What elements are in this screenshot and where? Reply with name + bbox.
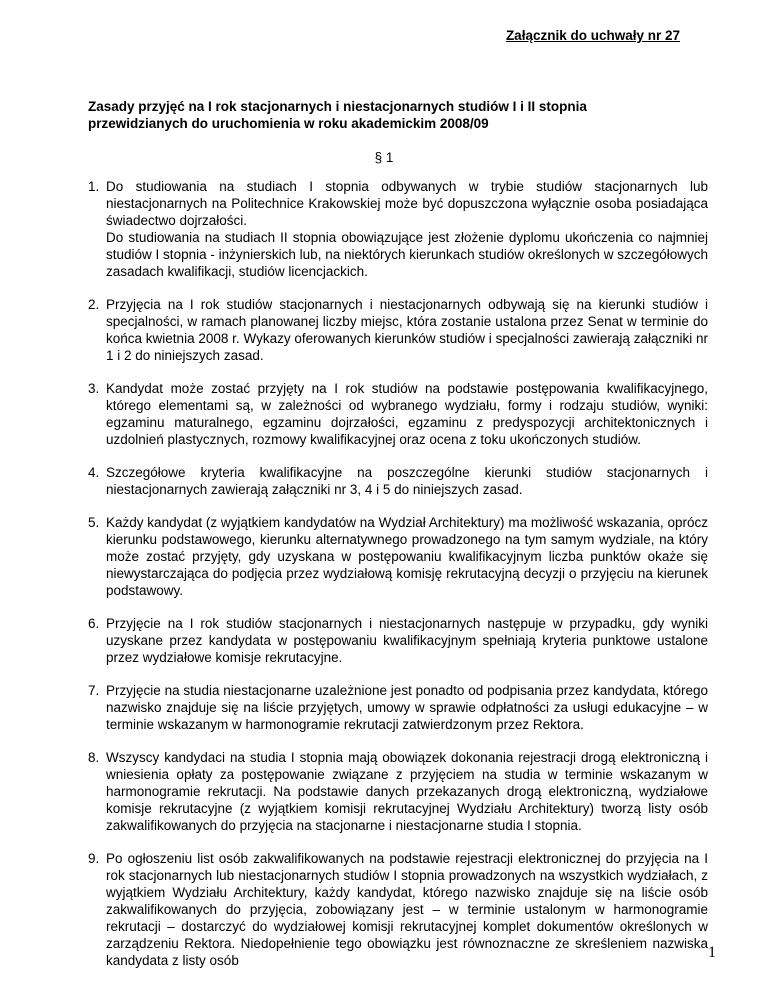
item-paragraph: Wszyscy kandydaci na studia I stopnia mają obowiązek dokonania rejestracji drogą elektroniczną i wniesienia opłaty za postępowanie związane z przyjęciem na studia w terminie wskazanym w harmonogramie rekrutacji. Na podstawie danych przekazanych drogą elektroniczną, wydziałowe komisje rekrutacyjne (z wyjątkiem komisji rekrutacyjnej Wydziału Architektury) tworzą listy osób zakwalifikowanych do przyjęcia na stacjonarne i niestacjonarne studia I stopnia.: [106, 750, 708, 833]
item-number: 5.: [88, 515, 100, 530]
item-number: 9.: [88, 851, 100, 866]
item-number: 1.: [88, 179, 100, 194]
item-number: 7.: [88, 683, 100, 698]
item-paragraph: Do studiowania na studiach I stopnia odbywanych w trybie studiów stacjonarnych lub niestacjonarnych na Politechnice Krakowskiej może być dopuszczona wyłącznie osoba posiadająca świadectwo dojrzałości.: [106, 179, 708, 228]
list-item: [88, 464, 708, 498]
list-item: [88, 682, 708, 733]
list-item: [88, 178, 708, 280]
item-number: 3.: [88, 381, 100, 396]
item-number: 2.: [88, 297, 100, 312]
document-heading: Zasady przyjęć na I rok stacjonarnych i niestacjonarnych studiów I i II stopnia przewidzianych do uruchomienia w roku akademickim 2008/09: [88, 99, 587, 131]
list-item: [88, 380, 708, 448]
list-item: [88, 514, 708, 599]
item-number: 8.: [88, 750, 100, 765]
item-paragraph: Przyjęcia na I rok studiów stacjonarnych i niestacjonarnych odbywają się na kierunki studiów i specjalności, w ramach planowanej liczby miejsc, która zostanie ustalona przez Senat w terminie do końca kwietnia 2008 r. Wykazy oferowanych kierunków studiów i specjalności zawierają załączniki nr 1 i 2 do niniejszych zasad.: [106, 297, 708, 363]
page-number: 1: [708, 944, 716, 961]
rules-list: [88, 178, 708, 985]
section-mark: § 1: [374, 150, 394, 165]
item-paragraph: Kandydat może zostać przyjęty na I rok studiów na podstawie postępowania kwalifikacyjnego, którego elementami są, w zależności od wybranego wydziału, formy i rodzaju studiów, wyniki: egzaminu maturalnego, egzaminu dojrzałości, egzaminu z predyspozycji architektonicznych i uzdolnień plastycznych, rozmowy kwalifikacyjnej oraz ocena z toku ukończonych studiów.: [106, 381, 708, 447]
item-paragraph: Przyjęcie na I rok studiów stacjonarnych i niestacjonarnych następuje w przypadku, gdy wyniki uzyskane przez kandydata w postępowaniu kwalifikacyjnym spełniają kryteria punktowe ustalone przez wydziałowe komisje rekrutacyjne.: [106, 616, 708, 665]
item-paragraph: Do studiowania na studiach II stopnia obowiązujące jest złożenie dyplomu ukończenia co najmniej studiów I stopnia - inżynierskich lub, na niektórych kierunkach studiów określonych w szczegółowych zasadach kwalifikacji, studiów licencjackich.: [106, 230, 708, 279]
list-item: [88, 296, 708, 364]
item-paragraph: Przyjęcie na studia niestacjonarne uzależnione jest ponadto od podpisania przez kandydata, którego nazwisko znajduje się na liście przyjętych, umowy w sprawie odpłatności za usługi edukacyjne – w terminie wskazanym w harmonogramie rekrutacji zatwierdzonym przez Rektora.: [106, 683, 708, 732]
list-item: [88, 615, 708, 666]
list-item: [88, 850, 708, 969]
item-number: 4.: [88, 465, 100, 480]
item-paragraph: Każdy kandydat (z wyjątkiem kandydatów na Wydział Architektury) ma możliwość wskazania, oprócz kierunku podstawowego, kierunku alternatywnego prowadzonego na tym samym wydziale, na który może zostać przyjęty, gdy uzyskana w postępowaniu kwalifikacyjnym liczba punktów okaże się niewystarczająca do podjęcia przez wydziałową komisję rekrutacyjną decyzji o przyjęciu na kierunek podstawowy.: [106, 515, 708, 598]
list-item: [88, 749, 708, 834]
item-paragraph: Po ogłoszeniu list osób zakwalifikowanych na podstawie rejestracji elektronicznej do przyjęcia na I rok stacjonarnych lub niestacjonarnych studiów I stopnia prowadzonych na wszystkich wydziałach, z wyjątkiem Wydziału Architektury, każdy kandydat, którego nazwisko znajduje się na liście osób zakwalifikowanych do przyjęcia, zobowiązany jest – w terminie ustalonym w harmonogramie rekrutacji – dostarczyć do wydziałowej komisji rekrutacyjnej komplet dokumentów określonych w zarządzeniu Rektora. Niedopełnienie tego obowiązku jest równoznaczne ze skreśleniem nazwiska kandydata z listy osób: [106, 851, 708, 968]
item-paragraph: Szczegółowe kryteria kwalifikacyjne na poszczególne kierunki studiów stacjonarnych i niestacjonarnych zawierają załączniki nr 3, 4 i 5 do niniejszych zasad.: [106, 465, 708, 497]
item-number: 6.: [88, 616, 100, 631]
annex-title: Załącznik do uchwały nr 27: [505, 28, 680, 43]
